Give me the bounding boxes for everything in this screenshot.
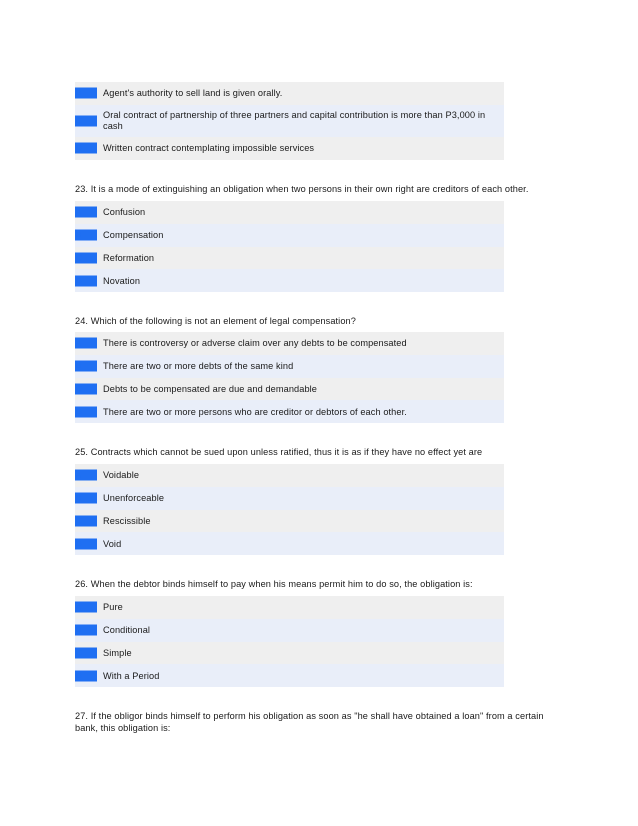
option-row[interactable] xyxy=(75,137,504,160)
option-text: Agent's authority to sell land is given orally. xyxy=(103,88,283,99)
option-letter-box: C xyxy=(75,383,97,394)
option-row[interactable] xyxy=(75,332,504,355)
option-row[interactable] xyxy=(75,464,504,487)
option-letter-box: D xyxy=(75,538,97,549)
option-letter-box: C xyxy=(75,515,97,526)
option-row[interactable] xyxy=(75,532,504,555)
q22-options xyxy=(75,82,504,160)
question-24: 24. Which of the following is not an element of legal compensation? xyxy=(75,316,356,326)
question-23: 23. It is a mode of extinguishing an obligation when two persons in their own right are creditors of each other. xyxy=(75,184,529,194)
option-row[interactable] xyxy=(75,619,504,642)
option-text: There is controversy or adverse claim over any debts to be compensated xyxy=(103,338,407,349)
q23-options xyxy=(75,201,504,292)
option-letter-box: B xyxy=(75,88,97,99)
option-row[interactable] xyxy=(75,269,504,292)
q25-options xyxy=(75,464,504,555)
option-row[interactable] xyxy=(75,487,504,510)
option-letter-box: A xyxy=(75,602,97,613)
q26-options xyxy=(75,596,504,687)
option-text: Debts to be compensated are due and demandable xyxy=(103,383,318,394)
option-text: Rescissible xyxy=(103,515,151,526)
option-letter-box: B xyxy=(75,625,97,636)
option-letter-box: C xyxy=(75,115,97,126)
option-text: Unenforceable xyxy=(103,492,165,503)
option-text: Compensation xyxy=(103,229,164,240)
option-letter-box: D xyxy=(75,143,97,154)
option-text: Simple xyxy=(103,647,132,658)
option-row[interactable] xyxy=(75,355,504,378)
option-row[interactable] xyxy=(75,400,504,423)
option-row[interactable] xyxy=(75,224,504,247)
option-text: There are two or more debts of the same kind xyxy=(103,360,294,371)
option-letter-box: D xyxy=(75,406,97,417)
option-text: Confusion xyxy=(103,207,146,218)
option-row[interactable] xyxy=(75,664,504,687)
q24-options xyxy=(75,332,504,423)
option-letter-box: C xyxy=(75,252,97,263)
question-27: 27. If the obligor binds himself to perform his obligation as soon as "he shall have obtained a loan" from a certain bank, this obligation is: xyxy=(75,711,544,733)
option-letter-box: A xyxy=(75,338,97,349)
option-row[interactable] xyxy=(75,378,504,401)
option-text: Pure xyxy=(103,602,123,613)
option-row[interactable] xyxy=(75,642,504,665)
option-letter-box: B xyxy=(75,230,97,241)
option-row[interactable] xyxy=(75,201,504,224)
option-row[interactable] xyxy=(75,596,504,619)
option-letter-box: D xyxy=(75,275,97,286)
option-letter-box: B xyxy=(75,493,97,504)
question-25: 25. Contracts which cannot be sued upon unless ratified, thus it is as if they have no effect yet are xyxy=(75,447,483,457)
option-letter-box: C xyxy=(75,647,97,658)
option-text: Novation xyxy=(103,275,141,286)
option-text: There are two or more persons who are creditor or debtors of each other. xyxy=(103,406,407,417)
option-letter-box: B xyxy=(75,361,97,372)
option-text: Voidable xyxy=(103,470,140,481)
option-letter-box: A xyxy=(75,207,97,218)
option-letter-box: D xyxy=(75,670,97,681)
option-text: Oral contract of partnership of three partners and capital contribution is more than P3,000 in cash xyxy=(103,110,486,131)
option-row[interactable] xyxy=(75,82,504,105)
option-text: Void xyxy=(103,538,122,549)
question-26: 26. When the debtor binds himself to pay when his means permit him to do so, the obligation is: xyxy=(75,579,473,589)
option-text: With a Period xyxy=(103,670,160,681)
option-row[interactable] xyxy=(75,105,504,137)
option-letter-box: A xyxy=(75,470,97,481)
option-text: Written contract contemplating impossible services xyxy=(103,142,315,153)
option-text: Reformation xyxy=(103,252,155,263)
option-text: Conditional xyxy=(103,624,151,635)
option-row[interactable] xyxy=(75,510,504,533)
option-row[interactable] xyxy=(75,247,504,270)
